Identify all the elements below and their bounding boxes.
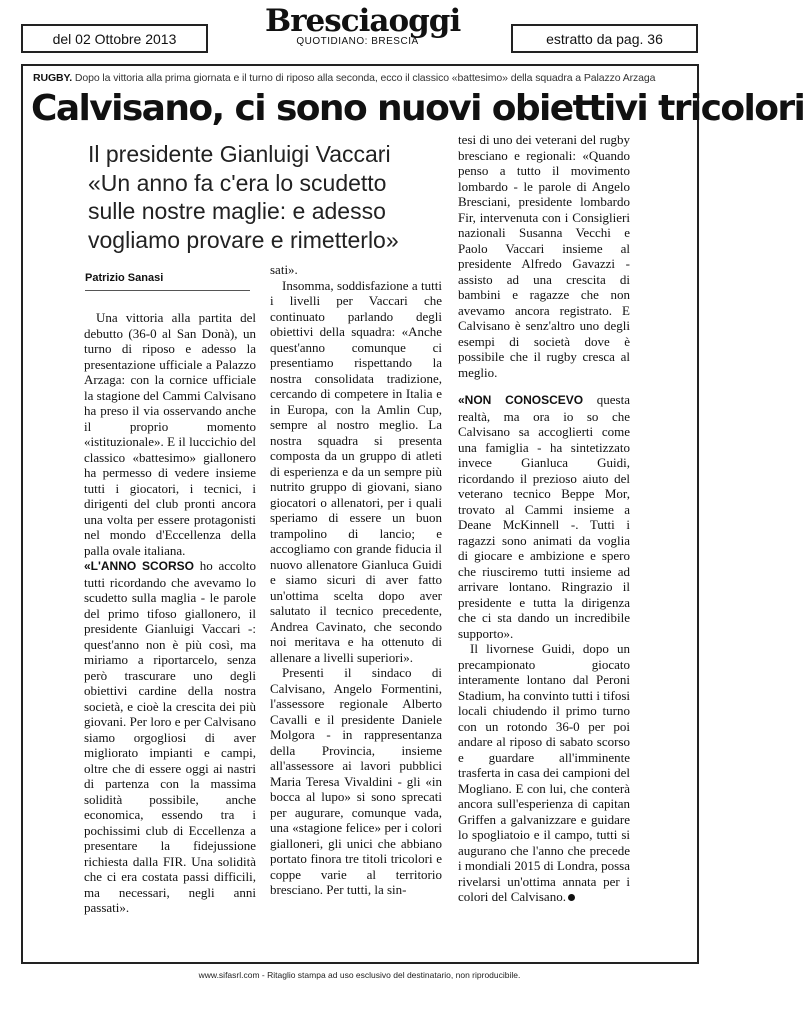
kicker (33, 72, 693, 84)
extract-box (511, 24, 698, 53)
headline: Calvisano, ci sono nuovi obiettivi tricolori (31, 88, 804, 129)
paragraph-text: questa realtà, ma ora io so che Calvisano sa accoglierti come una famiglia - ha sintetizzato invece Gianluca Guidi, ricordando il prezioso aiuto del veterano tecnico Beppe Mor, trovato al Cammi insieme a Deane McKinnell -. Tutti i ragazzi sono animati da voglia di giocare e ambizione e spero che riusciremo tutti insieme ad arrivare lontano. Ringrazio il presidente e tutta la dirigenza che ci sta dando un incredibile supporto». (458, 392, 630, 641)
footer-disclaimer: www.sifasrl.com - Ritaglio stampa ad uso esclusivo del destinatario, non riproducibile. (198, 970, 521, 980)
paragraph (84, 558, 256, 916)
paragraph-lead: «L'ANNO SCORSO (84, 559, 195, 573)
subhead-line: Il presidente Gianluigi Vaccari (88, 141, 391, 167)
paragraph: Una vittoria alla partita del debutto (36-0 al San Donà), un turno di riposo e adesso la presentazione ufficiale a Palazzo Arzaga: con la cornice ufficiale la stagione del Cammi Calvisano ha preso il via osservando anche il proprio momento «istituzionale». E il luccichio del classico «battesimo» giallonero ha permesso di vedere insieme tutti i giocatori, i tecnici, i dirigenti del club pronti ancora una volta per essere protagonisti nel mondo d'Eccellenza della palla ovale italiana. (84, 310, 256, 558)
byline: Patrizio Sanasi (85, 272, 164, 284)
subhead-line: sulle nostre maglie: e adesso (88, 198, 386, 224)
kicker-tag: RUGBY. (33, 72, 73, 84)
subhead-line: vogliamo provare e rimetterlo» (88, 226, 399, 253)
paragraph-text: ho accolto tutti ricordando che avevamo lo scudetto sulla maglia - le parole del primo tifoso giallonero, il presidente Gianluigi Vaccari -: quest'anno non è più così, ma miriamo a riportarcelo, senza però trascurare uno degli obiettivi cardine della nostra società, e cioè la crescita dei più giovani. Per loro e per Calvisano siamo orgogliosi di aver migliorato impianti e campi, oltre che di essere oggi ai nastri di partenza con la massima solidità possibile, anche economica, essendo tra i pochissimi club di Eccellenza a presentare la fidejussione richiesta dalla FIR. Una solidità che ci era costata passi difficili, ma necessari, negli anni passati». (84, 558, 256, 915)
article-column-2 (270, 262, 442, 902)
masthead (265, 3, 461, 47)
article-column-1 (84, 310, 256, 915)
extract-label: estratto da pag. 36 (546, 30, 663, 47)
masthead-name: Bresciaoggi (265, 3, 461, 39)
paragraph (458, 641, 630, 905)
paragraph: tesi di uno dei veterani del rugby bresciano e regionali: «Quando penso a tutto il movimento lombardo - le parole di Angelo Bresciani, presidente lombardo Fir, intervenuta con i Consiglieri nazionali Susanna Vecchi e Paolo Vaccari insieme al presidente Alfredo Gavazzi - assisto ad una crescita di bambini e ragazze che non avevamo ancora registrato. E Calvisano è senz'altro uno degli esempi di società dove è possibile che il rugby cresca al meglio. (458, 132, 630, 380)
date-box (21, 24, 208, 53)
subhead-line: «Un anno fa c'era lo scudetto (88, 169, 387, 196)
end-bullet-icon (568, 894, 575, 901)
paragraph: sati». (270, 262, 298, 277)
paragraph-text: Il livornese Guidi, dopo un precampionato giocato interamente lontano dal Peroni Stadium, ha convinto tutti i tifosi locali chiudendo il primo turno con un rotondo 36-0 per poi andare al riposo di sabato scorso e guardare all'imminente trasferta in casa dei campioni del Mogliano. E con lui, che conterà ancora sull'esperienza di capitan Griffen a galvanizzare e guidare lo spogliatoio e il campo, tutti si augurano che l'anno che precede i mondiali 2015 di Londra, possa rivelarsi un'ottima annata per i colori del Calvisano. (458, 641, 630, 904)
kicker-text: Dopo la vittoria alla prima giornata e il turno di riposo alla seconda, ecco il classico «battesimo» della squadra a Palazzo Arzaga (74, 72, 656, 84)
byline-rule (85, 290, 250, 291)
masthead-tagline: QUOTIDIANO: BRESCIA (296, 36, 419, 47)
paragraph (458, 392, 630, 641)
paragraph: Presenti il sindaco di Calvisano, Angelo Formentini, l'assessore regionale Alberto Cavalli e il presidente Daniele Molgora - in rappresentanza della Provincia, insieme all'assessore ai lavori pubblici Maria Teresa Vivaldini - gli «in bocca al lupo» si sono sprecati per augurare, comunque vada, una «stagione felice» per i colori gialloneri, gli unici che abbiano portato finora tre titoli tricolori e coppe varie al territorio bresciano. Per tutti, la sin- (270, 665, 442, 897)
paragraph-lead: «NON CONOSCEVO (458, 393, 584, 407)
article-column-3 (458, 132, 630, 902)
subhead (88, 140, 433, 254)
paragraph: Insomma, soddisfazione a tutti i livelli per Vaccari che continuato parlando degli obiettivi della squadra: «Anche quest'anno comunque ci presentiamo rispettando la nostra consolidata tradizione, cercando di competere in Italia e in Europa, con la Amlin Cup, sempre al nostro meglio. La nostra squadra si presenta composta da un gruppo di atleti di esperienza e da un sempre più nutrito gruppo di giovani, siano giocatori o allenatori, per i quali speriamo di essere un buon trampolino di lancio; e accogliamo con grande fiducia il nuovo allenatore Gianluca Guidi e siamo sicuri di aver fatto un'ottima scelta dopo aver salutato il tecnico precedente, Andrea Cavinato, che secondo noi meritava e ha ottenuto di allenare a livelli superiori». (270, 277, 442, 665)
date-label: del 02 Ottobre 2013 (52, 30, 177, 47)
